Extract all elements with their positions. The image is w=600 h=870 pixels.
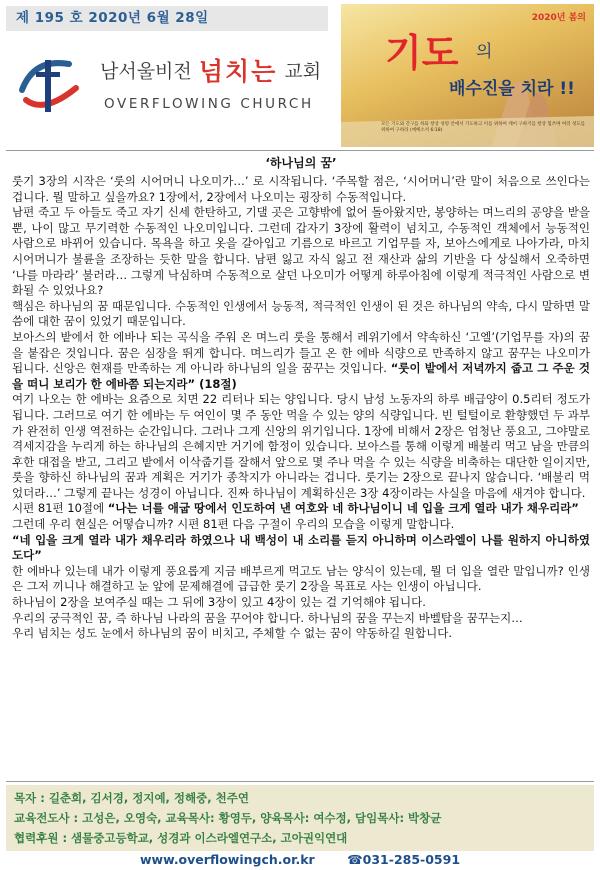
scripture-quote: “네 입을 크게 열라 내가 채우리라 하였으나 내 백성이 내 소리를 듣지 아니하며 이스라엘이 나를 원하지 아니하였도다” <box>12 532 590 563</box>
prayer-banner <box>341 4 594 147</box>
footer-pastors: 교육전도사 : 고성은, 오영숙, 교육목사: 황영두, 양육목사: 여수정, 담임목사: 박창균 <box>14 811 442 825</box>
psalm-intro: 시편 81편 10절에 <box>12 501 108 516</box>
paragraph-text: 보아스의 밭에서 한 에바나 되는 곡식을 주워 온 며느리 룻을 통해서 레위기에서 약속하신 ‘고엘’(기업무를 자)의 꿈을 붙잡은 것입니다. 꿈은 심장을 뛰게 합니다. 며느리가 들고 온 한 에바 식량으로 만족하지 않고 꿈꾸는 나오미가 됩니다. 신앙은 현재를 만족하는 게 아니라 하나님의 일을 꿈꾸는 것입니다. <box>12 329 590 376</box>
banner-label: 2020년 봄의 <box>531 13 586 23</box>
church-name-suffix: 교회 <box>284 60 322 83</box>
phone-number: ☎031-285-0591 <box>347 852 461 867</box>
paragraph: 하나님이 2장을 보여주실 때는 그 뒤에 3장이 있고 4장이 있는 걸 기억해야 됩니다. <box>12 595 426 610</box>
banner-title-suffix: 의 <box>476 42 493 62</box>
website-link[interactable]: www.overflowingch.or.kr <box>139 852 315 867</box>
paragraph <box>12 501 590 517</box>
church-name-prefix: 남서울비전 <box>100 60 192 83</box>
contact-line <box>0 852 600 867</box>
paragraph: 남편 죽고 두 아들도 죽고 자기 신세 한탄하고, 기댈 곳은 고향밖에 없어 돌아왔지만, 봉양하는 며느리의 공양을 받을 뿐, 나이 많고 무기력한 수동적인 나오미입니다. 그런데 갑자기 3장에 활력이 넘치고, 수동적인 객체에서 능동적인 사람으로 바뀌어 있습니다. 목욕을 하고 옷을 갈아입고 기름으로 바르고 기업무를 자, 보아스에게로 나아가라, 마치 시어머니가 불륜을 조장하는 듯한 말을 합니다. 남편 잃고 자식 잃고 전 재산과 삶의 기반을 다 상실해서 오죽하면 ‘나를 마라라’ 불러라… 그렇게 낙심하며 수동적으로 살던 나오미가 어떻게 하루아침에 이렇게 적극적인 사람으로 변화될 수 있었나요? <box>12 205 590 298</box>
footer-partners: 협력후원 : 샘물중고등학교, 성경과 이스라엘연구소, 고아권익연대 <box>14 831 348 845</box>
church-name-english: OVERFLOWING CHURCH <box>104 96 314 112</box>
church-name-highlight: 넘치는 <box>198 57 278 86</box>
church-logo-icon <box>14 50 84 120</box>
scripture-quote: “룻이 밭에서 저녁까지 줍고 그 주운 것을 떠니 보리가 한 에바쯤 되는지라” (18절) <box>12 361 591 391</box>
sermon-article <box>6 150 594 782</box>
article-title: ‘하나님의 꿈’ <box>265 156 337 170</box>
banner-small-text: 모든 기도와 간구를 하되 항상 성령 안에서 기도하고 이를 위하여 깨어 구하기를 항상 힘쓰며 여러 성도를 위하여 구하라 (에베소서 6:18) <box>381 122 586 133</box>
banner-title-line2: 배수진을 치라 !! <box>449 79 575 99</box>
paragraph: 룻기 3장의 시작은 ‘룻의 시어머니 나오미가…’ 로 시작됩니다. ‘주목할 점은, ‘시어머니’란 말이 처음으로 쓰인다는 겁니다. 뭘 말하고 싶을까요? 1장에서, 2장에서 나오미는 굉장히 수동적입니다. <box>12 174 590 204</box>
staff-footer <box>6 785 594 851</box>
banner-title-big: 기도 <box>385 30 459 75</box>
paragraph: 핵심은 하나님의 꿈 때문입니다. 수동적인 인생에서 능동적, 적극적인 인생이 된 것은 하나님의 약속, 다시 말하면 말씀에 대한 꿈이 있었기 때문입니다. <box>12 298 590 329</box>
scripture-quote: “나는 너를 애굽 땅에서 인도하여 낸 여호와 네 하나님이니 네 입을 크게 열라 내가 채우리라” <box>107 501 579 516</box>
paragraph <box>12 330 590 392</box>
paragraph: 우리 넘치는 성도 눈에서 하나님의 꿈이 비치고, 주체할 수 없는 꿈이 약동하길 원합니다. <box>12 626 452 641</box>
church-name <box>100 52 340 92</box>
paragraph: 여기 나오는 한 에바는 요즘으로 치면 22 리터나 되는 양입니다. 당시 남성 노동자의 하루 배급양이 0.5리터 정도가 됩니다. 그러므로 여기 한 에바는 두 여인이 몇 주 동안 먹을 수 있는 양의 식량입니다. 빈 털털이로 환향했던 두 과부가 완전히 인생 역전하는 순간입니다. 그러나 그게 신앙의 위기입니다. 1장에 비해서 2장은 엄청난 풍요고, 그야말로 격세지감을 누리게 하는 하나님의 은혜지만 거기에 함정이 있습니다. 보아스를 통해 이렇게 배불리 먹고 남을 만큼의 후한 대접을 받고, 그리고 밭에서 이삭줍기를 잘해서 앞으로 몇 주나 먹을 수 있는 식량을 비축하는 대단한 일이지만, 룻을 향하신 하나님의 꿈과 계획은 거기가 종착지가 아니라는 겁니다. 룻기는 2장으로 끝나지 않습니다. ‘배불리 먹었더라…’ 그렇게 끝나는 성경이 아닙니다. 진짜 하나님이 계획하신은 3장 4장이라는 사실을 마음에 새겨야 합니다. <box>12 392 590 500</box>
issue-info: 제 195 호 2020년 6월 28일 <box>6 6 328 31</box>
paragraph: 그런데 우리 현실은 어떻습니까? 시편 81편 다음 구절이 우리의 모습을 이렇게 말합니다. <box>12 517 455 532</box>
footer-shepherds: 목자 : 길춘희, 김서경, 정지예, 정해중, 천주연 <box>14 791 249 805</box>
paragraph: 한 에바나 있는데 내가 이렇게 풍요롭게 지금 배부르게 먹고도 남는 양식이 있는데, 뭘 더 입을 열란 말입니까? 인생은 그저 끼니나 해결하고 눈 앞에 문제해결에 급급한 룻기 2장을 목표로 사는 인생이 아닙니다. <box>12 563 590 594</box>
paragraph: 우리의 궁극적인 꿈, 즉 하나님 나라의 꿈을 꾸어야 합니다. 하나님의 꿈을 꾸는지 바벨탑을 꿈꾸는지… <box>12 610 523 625</box>
